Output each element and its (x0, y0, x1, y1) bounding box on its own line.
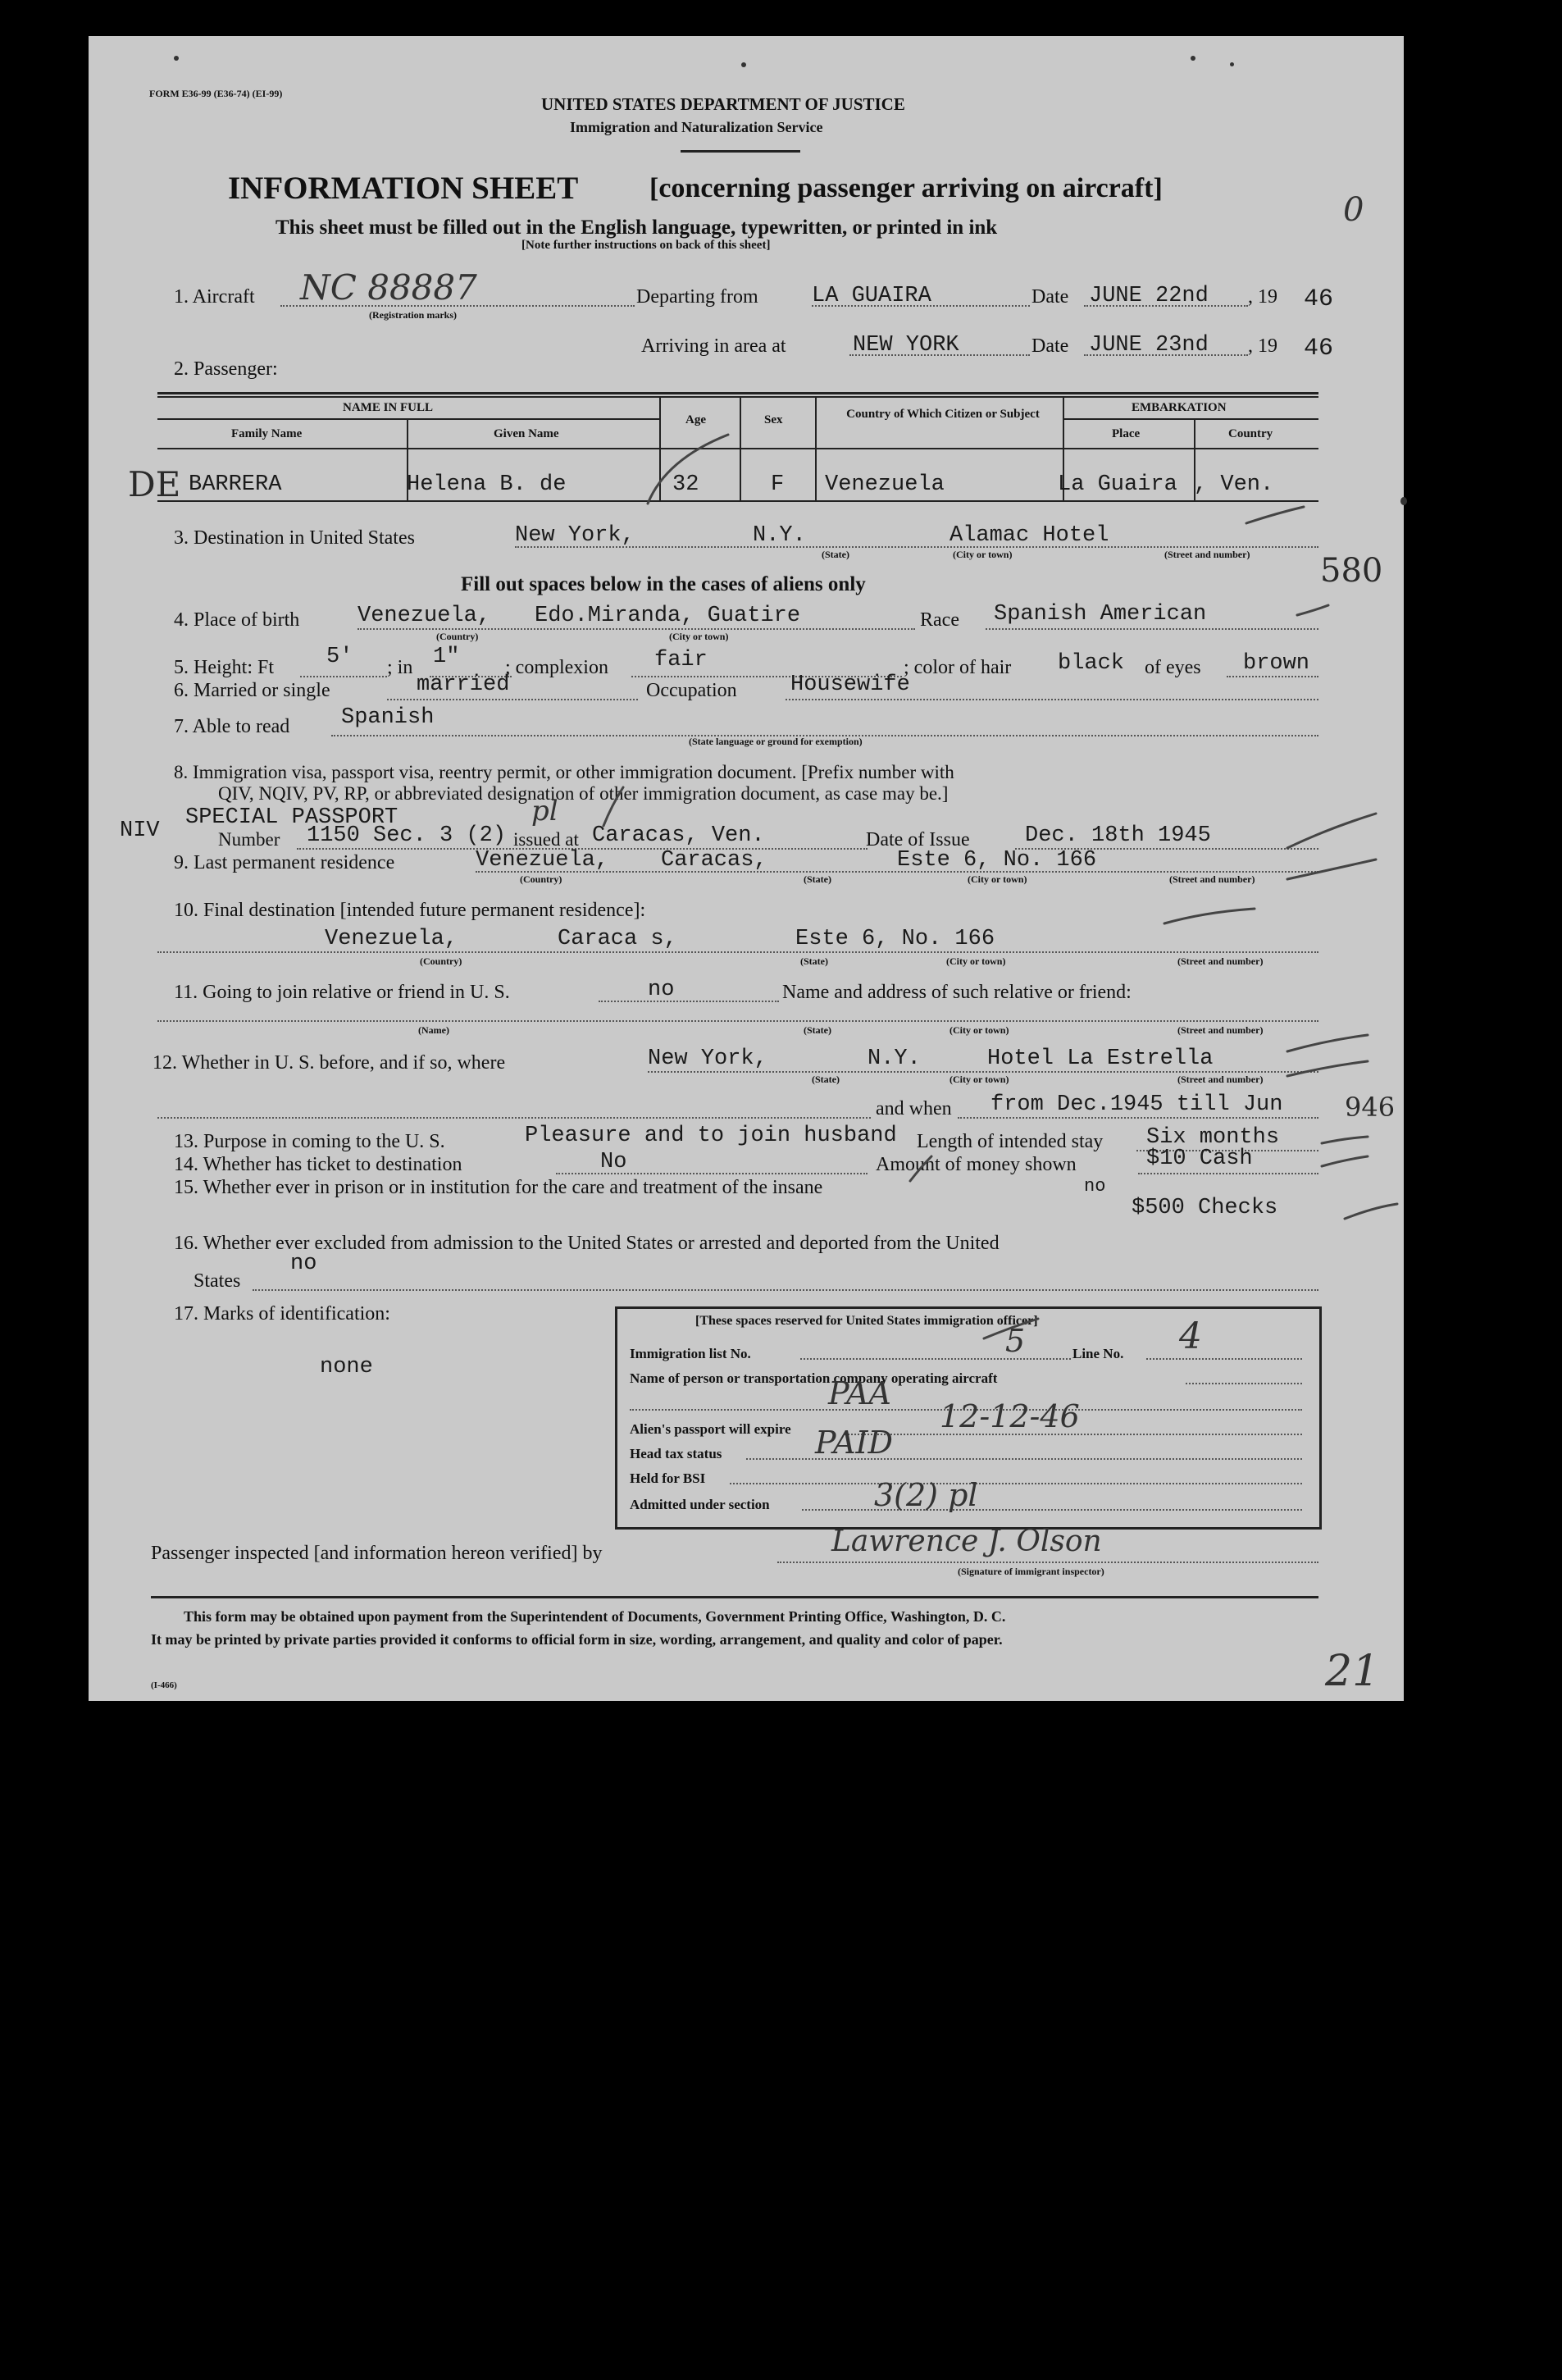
destination-state: N.Y. (753, 523, 806, 548)
insane-value: no (1084, 1176, 1106, 1197)
dest-street-caption: (Street and number) (1164, 549, 1250, 560)
head-tax-value: PAID (815, 1425, 893, 1461)
excluded-value: no (290, 1252, 317, 1276)
given-name-header: Given Name (494, 427, 559, 440)
issue-date-value: Dec. 18th 1945 (1025, 823, 1211, 848)
res-state-caption: (State) (804, 873, 831, 885)
prior-city-caption: (City or town) (949, 1074, 1009, 1085)
prior-check-stroke-2 (1287, 1061, 1368, 1076)
departing-value: LA GUAIRA (812, 284, 931, 308)
issue-date-label: Date of Issue (866, 829, 970, 850)
relative-name-label: Name and address of such relative or friend: (782, 982, 1132, 1003)
birthplace-label: 4. Place of birth (174, 609, 300, 631)
inspected-label: Passenger inspected [and information hereon verified] by (151, 1543, 603, 1564)
eyes-label: of eyes (1145, 657, 1201, 678)
hair-value: black (1058, 651, 1125, 676)
age-value: 32 (672, 472, 699, 497)
embark-country-value: , Ven. (1194, 472, 1274, 497)
race-value: Spanish American (994, 602, 1207, 627)
list-no-label: Immigration list No. (630, 1346, 751, 1361)
list-no-value: 5 (1005, 1323, 1026, 1359)
form-code: FORM E36-99 (E36-74) (EI-99) (149, 88, 283, 99)
speck (1230, 62, 1234, 66)
purpose-label: 13. Purpose in coming to the U. S. (174, 1131, 445, 1152)
prior-visit-city: New York, (648, 1046, 767, 1071)
purpose-value: Pleasure and to join husband (525, 1124, 897, 1148)
checks-check-stroke (1345, 1204, 1397, 1219)
corner-annotation: 0 (1343, 191, 1364, 229)
prior-street-caption: (Street and number) (1177, 1074, 1264, 1085)
passport-expire-value: 12-12-46 (940, 1398, 1080, 1434)
hair-label: ; color of hair (904, 657, 1012, 678)
prior-when-value: from Dec.1945 till Jun (990, 1092, 1283, 1117)
final-street-caption: (Street and number) (1177, 955, 1264, 967)
marital-label: 6. Married or single (174, 680, 330, 701)
line-no-label: Line No. (1072, 1346, 1124, 1361)
depart-date-label: Date (1031, 286, 1069, 308)
sex-value: F (771, 472, 785, 497)
final-country: Venezuela, (325, 927, 458, 951)
arriving-value: NEW YORK (853, 333, 959, 358)
ticket-label: 14. Whether has ticket to destination (174, 1154, 462, 1175)
aliens-only-note: Fill out spaces below in the cases of aliens only (461, 573, 866, 595)
rel-name-caption: (Name) (418, 1024, 449, 1036)
dest-city-caption: (City or town) (953, 549, 1013, 560)
depart-year-label: , 19 (1248, 286, 1277, 308)
final-street: Este 6, No. 166 (795, 927, 995, 951)
issued-value: Caracas, Ven. (592, 823, 765, 848)
doc-initials: pl (531, 795, 558, 828)
niv-annotation: NIV (120, 818, 160, 843)
read-value: Spanish (341, 705, 435, 730)
company-value: PAA (828, 1375, 891, 1411)
stay-value: Six months (1146, 1125, 1280, 1150)
marital-value: married (417, 673, 510, 697)
departing-label: Departing from (636, 286, 758, 308)
rel-street-caption: (Street and number) (1177, 1024, 1264, 1036)
head-tax-label: Head tax status (630, 1446, 722, 1461)
doc-number-label: Number (218, 829, 280, 850)
emb-country-header: Country (1228, 427, 1273, 440)
handwritten-946: 946 (1345, 1092, 1396, 1123)
height-in-value: 1" (433, 645, 460, 669)
citizen-value: Venezuela (825, 472, 945, 497)
money-label: Amount of money shown (876, 1154, 1077, 1175)
page-number: 21 (1325, 1647, 1380, 1696)
footer-line-1: This form may be obtained upon payment from the Superintendent of Documents, Government Printing Office, Washington, D. C. (184, 1608, 1006, 1625)
arrive-date-value: JUNE 23nd (1089, 333, 1209, 358)
passport-expire-label: Alien's passport will expire (630, 1421, 791, 1437)
section-value: 3(2) pl (874, 1477, 978, 1513)
section-label: Admitted under section (630, 1497, 770, 1512)
insane-label: 15. Whether ever in prison or in institution for the care and treatment of the insane (174, 1177, 823, 1198)
prior-visit-label: 12. Whether in U. S. before, and if so, where (153, 1052, 506, 1074)
residence-street: Este 6, No. 166 (897, 848, 1097, 873)
family-name-header: Family Name (231, 427, 303, 440)
final-city-caption: (City or town) (946, 955, 1006, 967)
ticket-value: No (600, 1150, 627, 1174)
res-street-caption: (Street and number) (1169, 873, 1255, 885)
depart-year-value: 46 (1304, 285, 1334, 313)
passenger-label: 2. Passenger: (174, 358, 278, 380)
aircraft-label: 1. Aircraft (174, 286, 255, 308)
residence-check-stroke (1287, 859, 1376, 879)
race-check-stroke (1297, 605, 1328, 615)
speck (1400, 497, 1407, 505)
complexion-value: fair (654, 648, 708, 673)
final-country-caption: (Country) (420, 955, 462, 967)
arrive-year-label: , 19 (1248, 335, 1277, 357)
doc-line-1: 8. Immigration visa, passport visa, reentry permit, or other immigration document. [Prefix number with (174, 762, 954, 782)
table-check-stroke (1246, 507, 1304, 523)
rel-state-caption: (State) (804, 1024, 831, 1036)
identification-value: none (320, 1355, 373, 1379)
bsi-label: Held for BSI (630, 1470, 706, 1486)
instruction-note: [Note further instructions on back of this sheet] (521, 239, 771, 252)
destination-street: Alamac Hotel (949, 523, 1109, 548)
stay-check-stroke (1322, 1137, 1368, 1143)
excluded-line-2: States (194, 1270, 241, 1292)
destination-label: 3. Destination in United States (174, 527, 415, 549)
prior-visit-state: N.Y. (868, 1046, 921, 1071)
race-label: Race (920, 609, 959, 631)
aircraft-registration: NC 88887 (300, 267, 477, 308)
doc-type-value: SPECIAL PASSPORT (185, 805, 398, 830)
birth-country: Venezuela, (357, 604, 491, 628)
residence-label: 9. Last permanent residence (174, 852, 395, 873)
final-destination-label: 10. Final destination [intended future permanent residence]: (174, 900, 646, 921)
doc-line-2: QIV, NQIV, PV, RP, or abbreviated designation of other immigration document, as case may be.] (218, 783, 949, 804)
height-label: 5. Height: Ft (174, 657, 275, 678)
footer-line-2: It may be printed by private parties provided it conforms to official form in size, wording, arrangement, and quality and color of paper. (151, 1631, 1003, 1648)
birth-city: Edo.Miranda, Guatire (535, 604, 801, 628)
read-caption: (State language or ground for exemption) (689, 736, 863, 747)
complexion-label: ; complexion (505, 657, 608, 678)
eyes-value: brown (1243, 651, 1310, 676)
final-check-stroke (1164, 909, 1255, 923)
join-relative-label: 11. Going to join relative or friend in U. S. (174, 982, 510, 1003)
occupation-label: Occupation (646, 680, 737, 701)
signature-caption: (Signature of immigrant inspector) (958, 1566, 1104, 1577)
prior-when-label: and when (876, 1098, 952, 1119)
embark-place-value: La Guaira (1058, 472, 1177, 497)
age-check-stroke (648, 435, 728, 504)
insane-check-stroke (910, 1156, 931, 1181)
page-subtitle: [concerning passenger arriving on aircraft] (649, 173, 1163, 203)
join-relative-value: no (648, 978, 675, 1002)
arriving-label: Arriving in area at (641, 335, 786, 357)
money-check-stroke (1322, 1156, 1368, 1166)
company-label: Name of person or transportation company operating aircraft (630, 1370, 998, 1386)
doc-check-stroke (1287, 814, 1376, 848)
given-name-value: Helena B. de (407, 472, 567, 497)
birth-city-caption: (City or town) (669, 631, 729, 642)
speck (174, 56, 179, 61)
res-country-caption: (Country) (520, 873, 562, 885)
department-name: UNITED STATES DEPARTMENT OF JUSTICE (541, 94, 905, 114)
height-ft-value: 5' (326, 645, 353, 669)
res-city-caption: (City or town) (968, 873, 1027, 885)
family-name-prefix: DE (128, 464, 181, 504)
sex-header: Sex (764, 413, 783, 426)
final-state-caption: (State) (800, 955, 828, 967)
service-name: Immigration and Naturalization Service (570, 119, 823, 135)
issued-label: issued at (513, 829, 579, 850)
excluded-line-1: 16. Whether ever excluded from admission to the United States or arrested and deported from the United (174, 1233, 1000, 1254)
line-no-value: 4 (1179, 1315, 1202, 1357)
prior-state-caption: (State) (812, 1074, 840, 1085)
rel-city-caption: (City or town) (949, 1024, 1009, 1036)
dest-state-caption: (State) (822, 549, 849, 560)
final-city: Caraca s, (558, 927, 677, 951)
checks-value: $500 Checks (1132, 1196, 1278, 1220)
country-citizen-header: Country of Which Citizen or Subject (846, 408, 1040, 421)
money-value: $10 Cash (1146, 1147, 1253, 1171)
residence-country: Venezuela, (476, 848, 609, 873)
speck (1191, 56, 1195, 61)
registration-caption: (Registration marks) (369, 309, 457, 321)
prior-check-stroke-1 (1287, 1035, 1368, 1051)
officer-box-heading: [These spaces reserved for United States immigration officer] (695, 1314, 1038, 1328)
doc-cross-stroke (603, 787, 623, 826)
place-header: Place (1112, 427, 1141, 440)
embarkation-header: EMBARKATION (1132, 401, 1227, 414)
read-label: 7. Able to read (174, 716, 290, 737)
list-check-stroke (984, 1319, 1038, 1338)
prior-visit-street: Hotel La Estrella (987, 1046, 1214, 1071)
age-header: Age (685, 413, 706, 426)
occupation-value: Housewife (790, 673, 910, 697)
destination-city: New York, (515, 523, 635, 548)
speck (741, 62, 746, 67)
birth-country-caption: (Country) (436, 631, 479, 642)
footer-code: (I-466) (151, 1680, 177, 1690)
page-title: INFORMATION SHEET (228, 171, 579, 206)
stay-label: Length of intended stay (917, 1131, 1104, 1152)
doc-number-value: 1150 Sec. 3 (2) (307, 823, 507, 848)
depart-date-value: JUNE 22nd (1089, 284, 1209, 308)
height-in-label: ; in (387, 657, 413, 678)
arrive-year-value: 46 (1304, 335, 1334, 362)
family-name-value: BARRERA (189, 472, 282, 497)
arrive-date-label: Date (1031, 335, 1069, 357)
residence-city: Caracas, (661, 848, 767, 873)
instruction-text: This sheet must be filled out in the English language, typewritten, or printed in ink (276, 217, 998, 239)
code-580: 580 (1320, 552, 1383, 590)
name-in-full-header: NAME IN FULL (343, 401, 434, 414)
inspector-signature: Lawrence J. Olson (831, 1525, 1102, 1558)
identification-label: 17. Marks of identification: (174, 1303, 390, 1325)
